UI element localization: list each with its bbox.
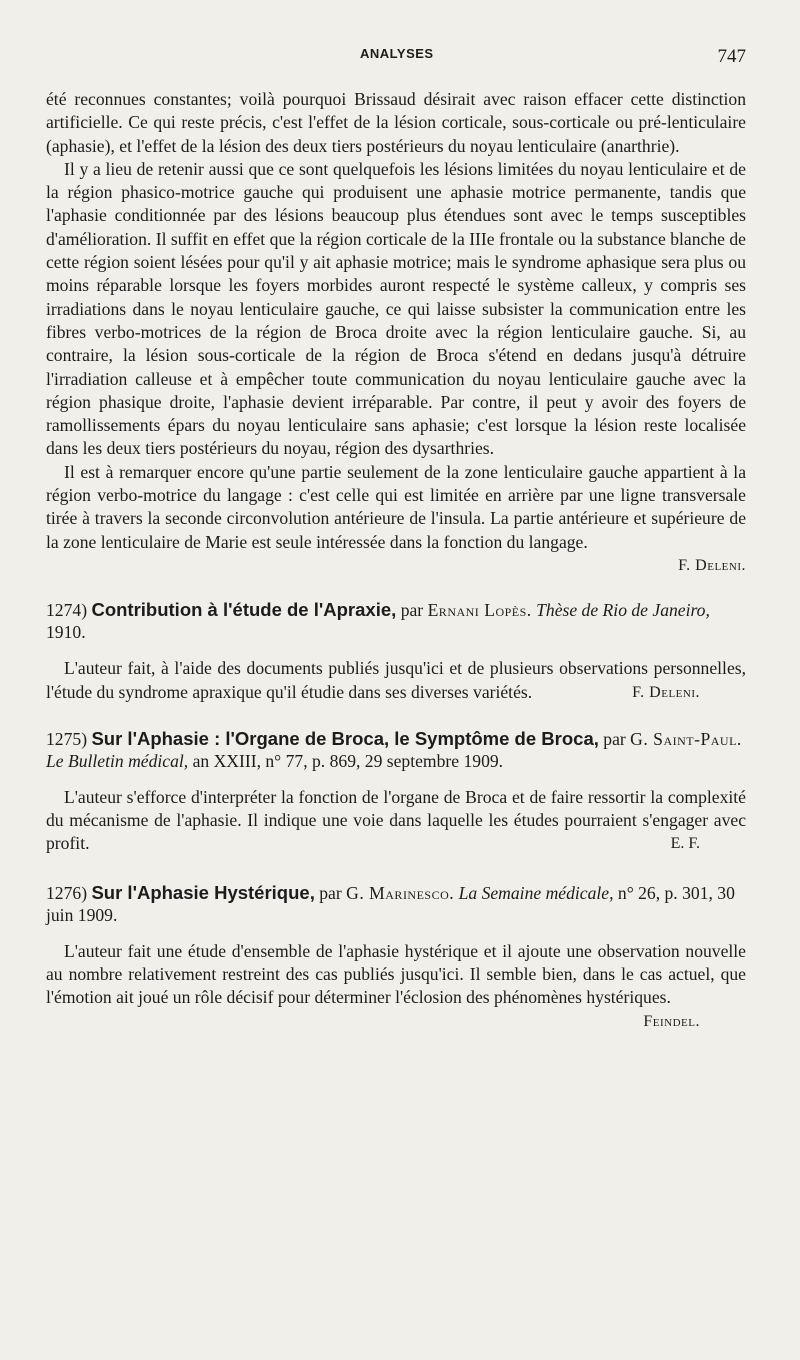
entry-body: L'auteur fait une étude d'ensemble de l'aphasie hystérique et il ajoute une observation nouvelle au nombre relativement restreint des cas publiés jusqu'ici. Il semble bien, dans le cas actuel, que l'émotion ait joué un rôle décisif pour déterminer l'éclosion des phénomènes hystériques. Feindel. — [46, 940, 746, 1010]
paragraph: été reconnues constantes; voilà pourquoi Brissaud désirait avec raison effacer cette distinction artificielle. Ce qui reste précis, c'est l'effet de la lésion corticale, sous-corticale ou pré-lenticulaire (aphasie), et l'effet de la lésion des deux tiers postérieurs du noyau lenticulaire (anarthrie). — [46, 89, 746, 156]
entry-body: L'auteur s'efforce d'interpréter la fonction de l'organe de Broca et de faire ressortir la complexité du mécanisme de l'aphasie. Il indique une voie dans laquelle les études pourraient s'engager avec profit. E. F. — [46, 786, 746, 856]
review-entry — [46, 728, 746, 856]
entry-heading — [46, 599, 746, 643]
entry-title: Contribution à l'étude de l'Apraxie, — [91, 599, 397, 621]
entry-number: 1276) — [46, 882, 88, 903]
entry-source: La Semaine médicale, — [458, 882, 614, 903]
entry-by: par — [400, 600, 424, 621]
signature: E. F. — [670, 835, 700, 853]
signature: F. Deleni. — [678, 556, 746, 574]
entry-by: par — [603, 728, 626, 749]
entry-author: G. Saint-Paul. — [630, 728, 742, 749]
entry-heading — [46, 728, 746, 772]
page-body — [46, 88, 746, 1033]
paragraph: Il est à remarquer encore qu'une partie seulement de la zone lenticulaire gauche appartient à la région verbo-motrice du langage : c'est celle qui est limitée en arrière par une ligne transversale tirée à travers la seconde circonvolution antérieure de l'insula. La partie antérieure et supérieure de la zone lenticulaire de Marie est seule intéressée dans la fonction du langage. — [46, 461, 746, 552]
signature: Feindel. — [643, 1012, 700, 1030]
running-head: ANALYSES — [360, 46, 434, 61]
entry-author: Ernani Lopès. — [427, 600, 532, 621]
entry-author: G. Marinesco. — [346, 882, 455, 903]
page-number: 747 — [717, 46, 746, 67]
entry-number: 1275) — [46, 728, 88, 749]
entry-date: an XXIII, n° 77, p. 869, 29 septembre 1909. — [192, 750, 504, 771]
entry-body: L'auteur fait, à l'aide des documents publiés jusqu'ici et de plusieurs observations personnelles, l'étude du syndrome apraxique qu'il étudie dans ses diverses variétés. F. Deleni. — [46, 657, 746, 704]
entry-source: Thèse de Rio de Janeiro, — [536, 600, 710, 621]
paragraph: Il y a lieu de retenir aussi que ce sont quelquefois les lésions limitées du noyau lenticulaire et de la région phasico-motrice gauche qui produisent une aphasie motrice permanente, tandis que l'aphasie conditionnée par des lésions beaucoup plus étendues sont avec le temps susceptibles d'amélioration. Il suffit en effet que la région corticale de la IIIe frontale ou la substance blanche de cette région soient lésées pour qu'il y ait aphasie motrice; mais le syndrome aphasique sera plus ou moins réparable lorsque les foyers morbides auront respecté le système calleux, y compris ses irradiations dans le noyau lenticulaire gauche, ce qui laisse subsister la communication entre les fibres verbo-motrices de la région de Broca droite avec la région lenticulaire gauche. Si, au contraire, la lésion sous-corticale de la région de Broca s'étend en dedans jusqu'à détruire l'irradiation calleuse et à empêcher toute communication du noyau lenticulaire gauche avec la région phasique droite, l'aphasie devient irréparable. Par contre, il peut y avoir des foyers de ramollissements épars du noyau lenticulaire sans aphasie; c'est lorsque la lésion reste localisée dans les deux tiers postérieurs du noyau, région des dysarthries. — [46, 158, 746, 459]
review-entry — [46, 599, 746, 704]
entry-title: Sur l'Aphasie : l'Organe de Broca, le Symptôme de Broca, — [91, 727, 599, 749]
entry-title: Sur l'Aphasie Hystérique, — [91, 881, 315, 903]
entry-by: par — [319, 882, 342, 903]
entry-date: n° 26, p. 301, 30 juin 1909. — [46, 882, 735, 925]
entry-heading — [46, 882, 746, 926]
entry-number: 1274) — [46, 600, 88, 621]
entry-source: Le Bulletin médical, — [46, 750, 189, 771]
entry-date: 1910. — [46, 622, 86, 643]
review-entry — [46, 881, 746, 1030]
signature: F. Deleni. — [632, 683, 700, 701]
